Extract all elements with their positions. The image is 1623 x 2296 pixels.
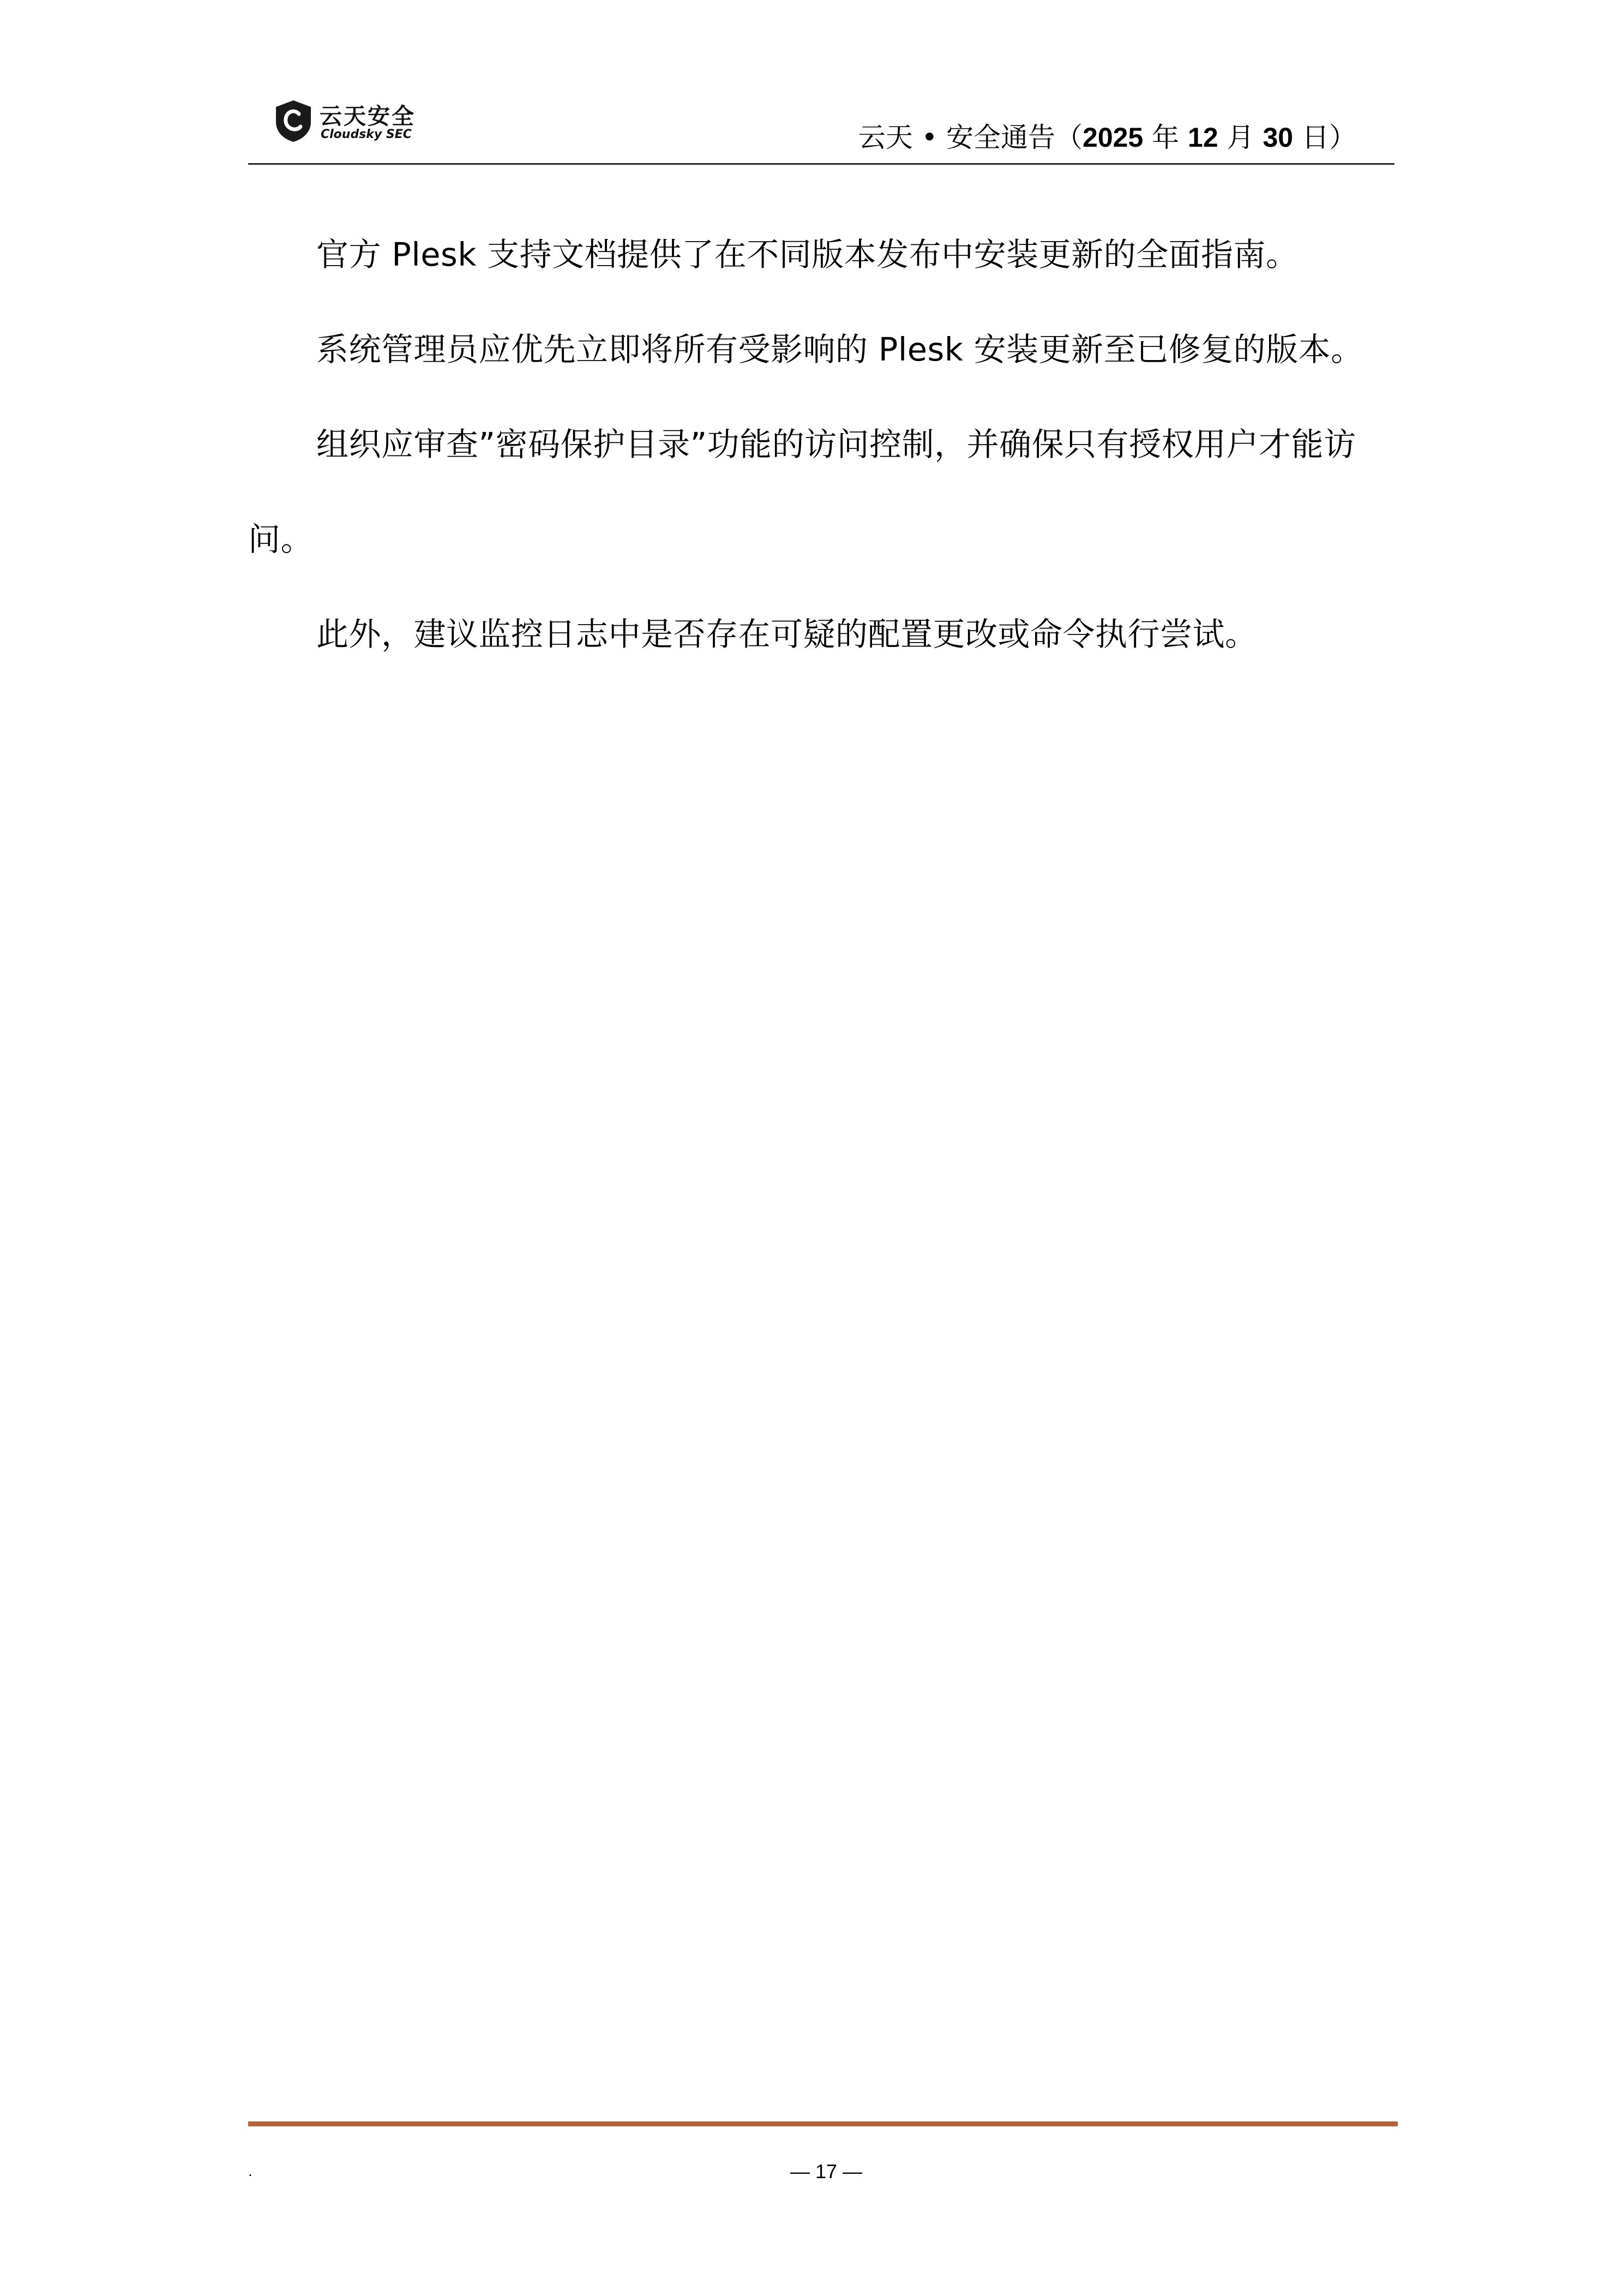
title-month-suffix: 月 bbox=[1218, 122, 1263, 153]
footer-dot: . bbox=[248, 2162, 253, 2179]
header-divider bbox=[248, 163, 1394, 165]
body-paragraph: 组织应审查”密码保护目录”功能的访问控制，并确保只有授权用户才能访问。 bbox=[248, 425, 1356, 558]
document-body bbox=[248, 207, 1372, 682]
title-year-suffix: 年 bbox=[1143, 122, 1188, 153]
company-logo bbox=[274, 99, 459, 151]
title-day-suffix: 日） bbox=[1293, 122, 1356, 153]
body-paragraph: 系统管理员应优先立即将所有受影响的 Plesk 安装更新至已修复的版本。 bbox=[316, 331, 1363, 368]
shield-logo-icon bbox=[274, 99, 313, 143]
footer-divider bbox=[248, 2121, 1398, 2126]
body-paragraph: 官方 Plesk 支持文档提供了在不同版本发布中安装更新的全面指南。 bbox=[316, 236, 1299, 273]
page-header bbox=[248, 95, 1394, 161]
body-paragraph: 此外，建议监控日志中是否存在可疑的配置更改或命令执行尝试。 bbox=[316, 615, 1258, 653]
title-day: 30 bbox=[1263, 122, 1294, 153]
page-number: — 17 — bbox=[790, 2160, 863, 2183]
title-prefix: 云天 • 安全通告（ bbox=[858, 122, 1083, 153]
title-month: 12 bbox=[1188, 122, 1218, 153]
logo-english-text: Cloudsky SEC bbox=[321, 128, 412, 141]
title-year: 2025 bbox=[1083, 122, 1144, 153]
bulletin-title bbox=[858, 116, 1356, 155]
logo-chinese-text: 云天安全 bbox=[320, 103, 416, 129]
